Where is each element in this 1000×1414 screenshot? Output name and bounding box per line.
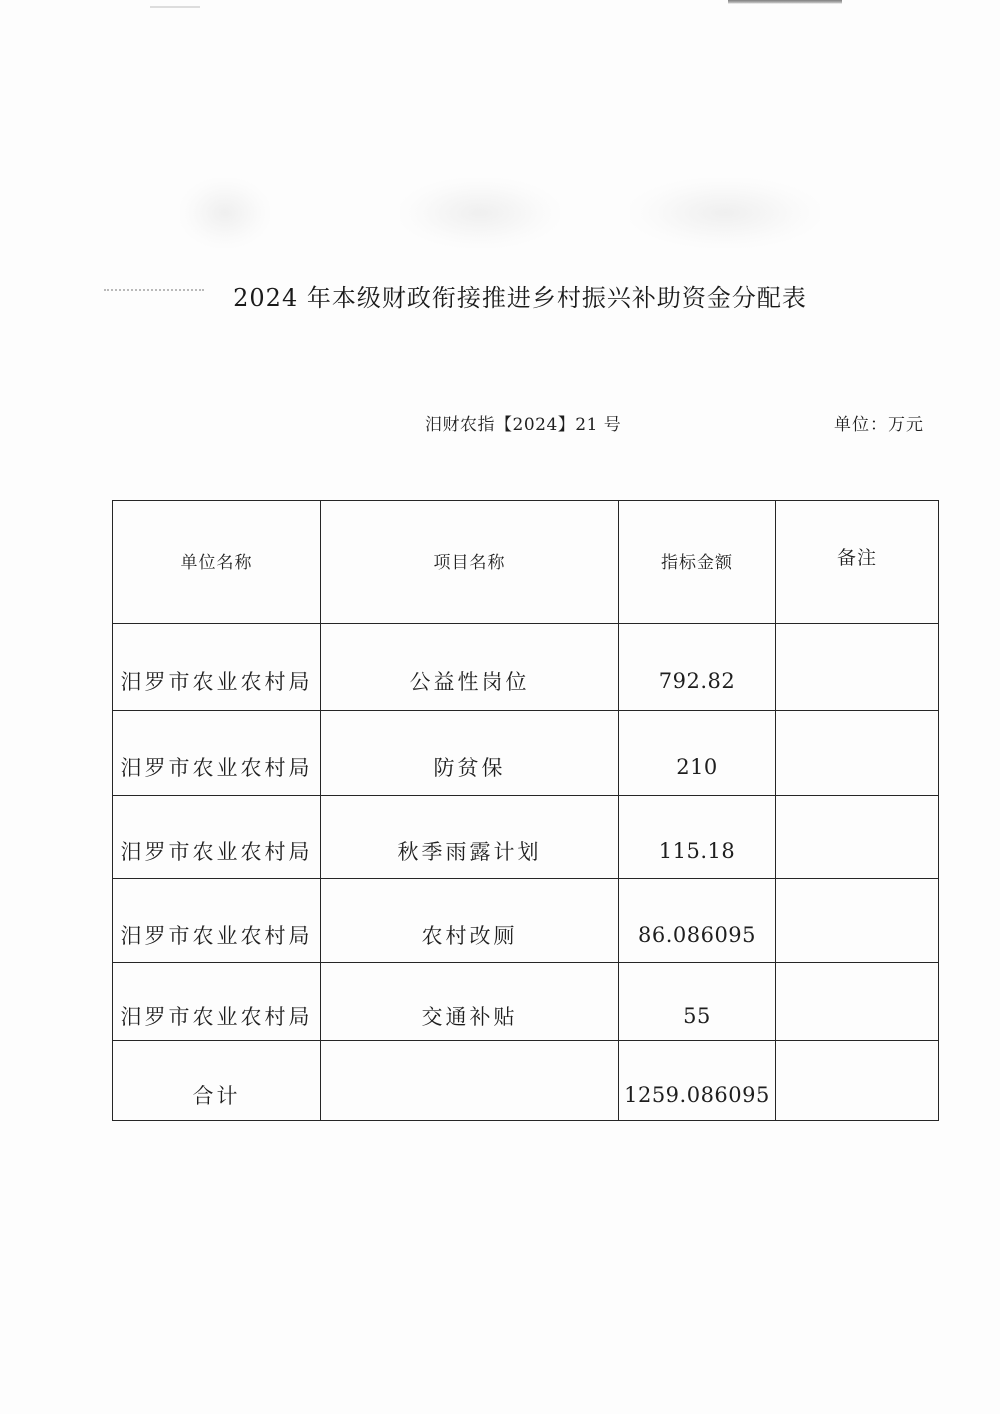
total-note-cell: [776, 1041, 939, 1121]
cell-unit-name: 汨罗市农业农村局: [113, 879, 321, 963]
cell-amount: 210: [619, 711, 776, 796]
cell-note: [776, 624, 939, 711]
scan-artifact-mark: [150, 6, 200, 8]
cell-amount: 792.82: [619, 624, 776, 711]
cell-project-name: 防贫保: [321, 711, 619, 796]
total-amount: 1259.086095: [619, 1041, 776, 1121]
table-row: [113, 624, 939, 711]
document-number: 汨财农指【2024】21 号: [425, 415, 622, 435]
cell-project-name: 农村改厕: [321, 879, 619, 963]
table-header-row: [113, 501, 939, 624]
document-title: 2024 年本级财政衔接推进乡村振兴补助资金分配表: [233, 284, 807, 312]
cell-unit-name: 汨罗市农业农村局: [113, 963, 321, 1041]
unit-label: 单位：万元: [834, 415, 924, 435]
table-row: [113, 711, 939, 796]
cell-amount: 55: [619, 963, 776, 1041]
cell-amount: 86.086095: [619, 879, 776, 963]
table-row: [113, 963, 939, 1041]
header-project-name: 项目名称: [321, 501, 619, 624]
scan-artifact-line: [728, 0, 842, 4]
cell-project-name: 公益性岗位: [321, 624, 619, 711]
header-amount: 指标金额: [619, 501, 776, 624]
header-note: 备注: [776, 501, 939, 624]
table-row: [113, 796, 939, 879]
cell-project-name: 秋季雨露计划: [321, 796, 619, 879]
cell-note: [776, 711, 939, 796]
cell-note: [776, 879, 939, 963]
total-label: 合计: [113, 1041, 321, 1121]
cell-note: [776, 796, 939, 879]
scan-smudge: [400, 178, 560, 248]
cell-unit-name: 汨罗市农业农村局: [113, 711, 321, 796]
cell-amount: 115.18: [619, 796, 776, 879]
scan-smudge: [180, 178, 270, 248]
allocation-table: [112, 500, 939, 1121]
table-total-row: [113, 1041, 939, 1121]
table-row: [113, 879, 939, 963]
scan-smudge: [630, 178, 820, 248]
cell-note: [776, 963, 939, 1041]
cell-unit-name: 汨罗市农业农村局: [113, 796, 321, 879]
cell-unit-name: 汨罗市农业农村局: [113, 624, 321, 711]
header-unit-name: 单位名称: [113, 501, 321, 624]
cell-project-name: 交通补贴: [321, 963, 619, 1041]
total-project-cell: [321, 1041, 619, 1121]
